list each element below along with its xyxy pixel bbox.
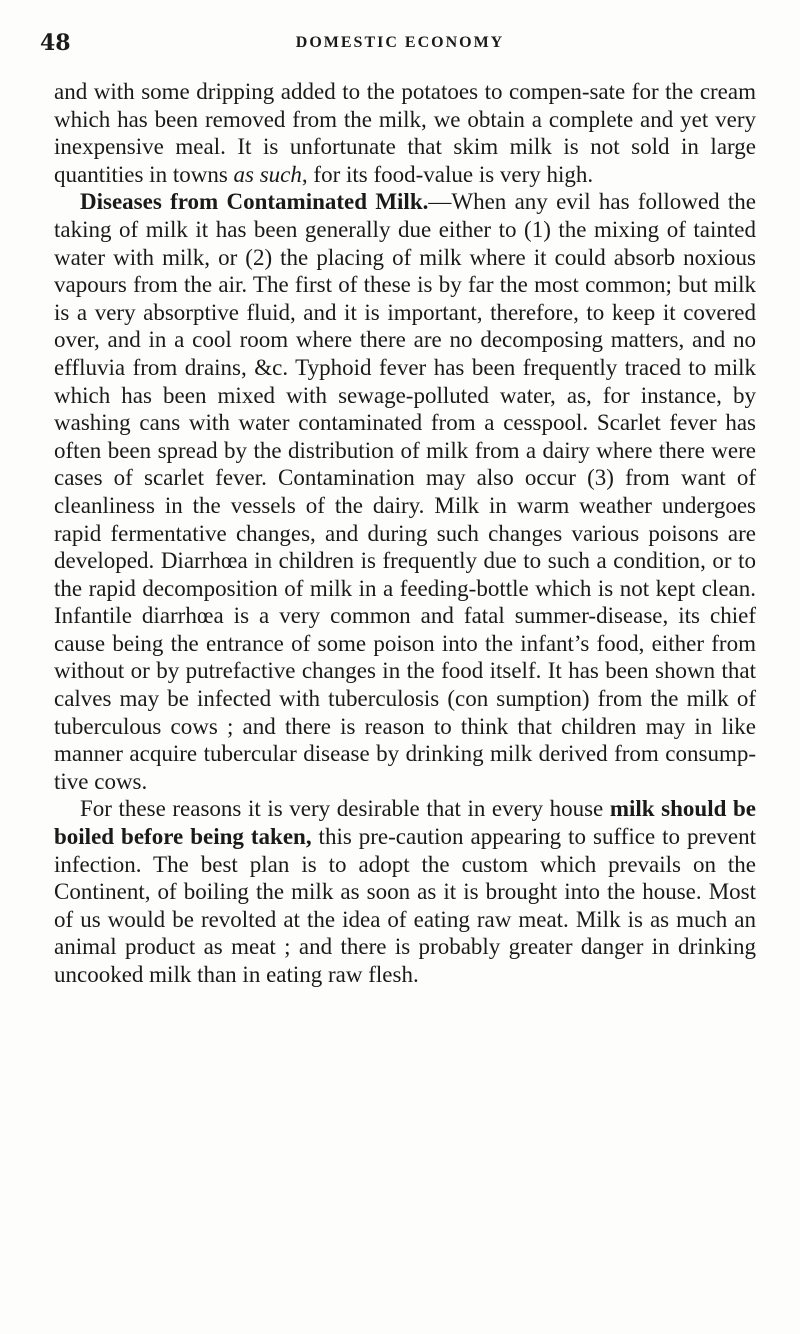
- page-number: 48: [40, 30, 71, 56]
- section-heading: Diseases from Contaminated Milk.: [80, 189, 429, 215]
- paragraph-skim-milk: [54, 78, 756, 188]
- paragraph-diseases: [54, 188, 756, 795]
- text-run: —When any evil has followed the taking of milk it has been generally due either to (1) the mixing of tainted water with milk, or (2) the placing of milk where it could absorb noxious vapours from the air. The first of these is by far the most common; but milk is a very absorptive fluid, and it is important, therefore, to keep it covered over, and in a cool room where there are no decomposing matters, and no effluvia from drains, &c. Typhoid fever has been frequently traced to milk which has been mixed with sewage-polluted water, as, for instance, by washing cans with water contaminated from a cesspool. Scarlet fever has often been spread by the distribution of milk from a dairy where there were cases of scarlet fever. Contamination may also occur (3) from want of cleanliness in the vessels of the dairy. Milk in warm weather undergoes rapid fermentative changes, and during such changes various poisons are developed. Diarrhœa in children is frequently due to such a condition, or to the rapid decomposition of milk in a feeding-bottle which is not kept clean. Infantile diarrhœa is a very common and fatal summer-disease, its chief cause being the entrance of some poison into the infant’s food, either from without or by putrefactive changes in the food itself. It has been shown that calves may be infected with tuberculosis (con sumption) from the milk of tuberculous cows ; and there is reason to think that children may in like manner acquire tubercular disease by drinking milk derived from consump-tive cows.: [54, 189, 756, 794]
- paragraph-boiling: [54, 795, 756, 988]
- text-run: and with some dripping added to the potatoes to compen-sate for the cream which has been removed from the milk, we obtain a complete and yet very inexpensive meal. It is unfortunate that skim milk is not sold in large quantities in towns: [54, 79, 756, 187]
- running-head: [40, 30, 760, 60]
- body-text: [54, 78, 756, 989]
- text-run: this pre-caution appearing to suffice to prevent infection. The best plan is to adopt the custom which prevails on the Continent, of boiling the milk as soon as it is brought into the house. Most of us would be revolted at the idea of eating raw meat. Milk is as much an animal product as meat ; and there is probably greater danger in drinking uncooked milk than in eating raw flesh.: [54, 824, 756, 987]
- bold-phrase: milk should be boiled before being taken,: [54, 796, 756, 850]
- italic-phrase: as such: [233, 161, 302, 187]
- text-run: , for its food-value is very high.: [301, 161, 594, 187]
- running-title: DOMESTIC ECONOMY: [295, 34, 505, 51]
- text-run: For these reasons it is very desirable that in every house: [80, 796, 610, 822]
